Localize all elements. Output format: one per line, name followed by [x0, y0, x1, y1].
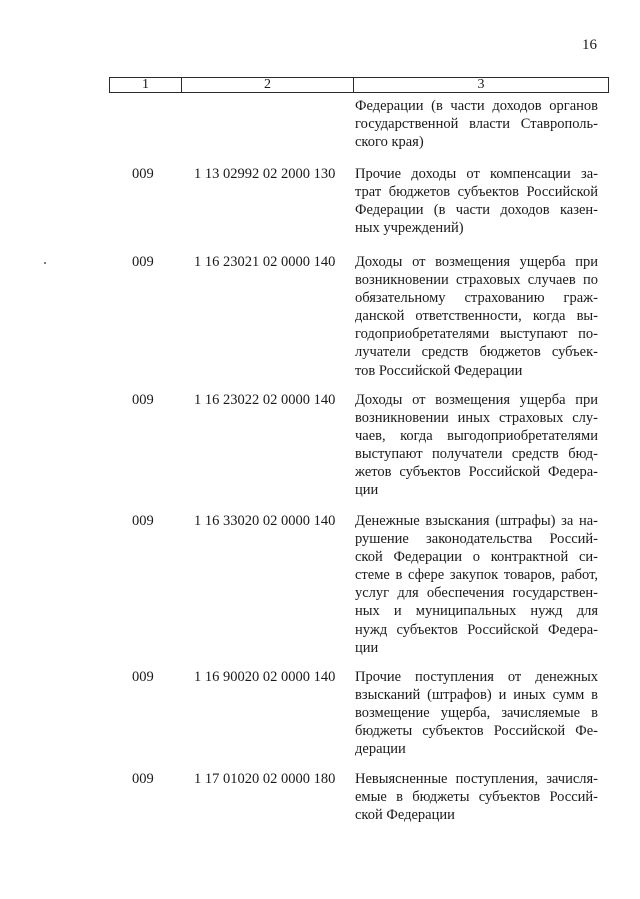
budget-classification-code: 1 17 01020 02 0000 180 [194, 771, 336, 787]
description-line: ции [355, 482, 379, 499]
description-line: ных и муниципальных нужд для [355, 603, 598, 620]
admin-code: 009 [132, 166, 154, 182]
description-line: Федерации (в части доходов казен- [355, 202, 598, 219]
description-line: Невыясненные поступления, зачисля- [355, 771, 598, 787]
description-line: ных учреждений) [355, 220, 464, 237]
description-line: ского края) [355, 134, 424, 151]
description-line: возникновении страховых случаев по [355, 272, 598, 289]
description-line: Прочие поступления от денежных [355, 669, 598, 685]
description-line: рушение законодательства Россий- [355, 531, 598, 548]
admin-code: 009 [132, 513, 154, 529]
budget-classification-code: 1 16 90020 02 0000 140 [194, 669, 336, 685]
description-line: государственной власти Ставрополь- [355, 116, 598, 133]
income-description [355, 512, 598, 657]
description-line: емые в бюджеты субъектов Россий- [355, 789, 598, 806]
description-line: ской Федерации [355, 807, 455, 824]
admin-code: 009 [132, 771, 154, 787]
description-line: годоприобретателями выступают по- [355, 326, 598, 343]
description-line: выступают получатели средств бюд- [355, 446, 598, 463]
continuation-description [355, 97, 598, 151]
header-col-3: 3 [477, 77, 485, 92]
description-line: нужд субъектов Российской Федера- [355, 621, 598, 638]
income-description [355, 668, 598, 758]
description-line: взысканий (штрафов) и иных сумм в [355, 687, 598, 704]
scan-speck [44, 262, 46, 264]
description-line: обязательному страхованию граж- [355, 290, 598, 307]
description-line: бюджеты субъектов Российской Фе- [355, 723, 598, 740]
income-description [355, 253, 598, 380]
description-line: услуг для обеспечения государствен- [355, 585, 598, 602]
description-line: стеме в сфере закупок товаров, работ, [355, 567, 598, 584]
budget-classification-code: 1 16 23021 02 0000 140 [194, 254, 336, 270]
description-line: данской ответственности, когда вы- [355, 308, 598, 325]
description-line: жетов субъектов Российской Федера- [355, 464, 598, 481]
budget-classification-code: 1 16 33020 02 0000 140 [194, 513, 336, 529]
description-line: ции [355, 639, 379, 656]
admin-code: 009 [132, 392, 154, 408]
header-col-2: 2 [182, 78, 354, 92]
income-description [355, 770, 598, 824]
description-line: возникновении иных страховых слу- [355, 410, 598, 427]
description-line: Прочие доходы от компенсации за- [355, 166, 598, 182]
budget-classification-code: 1 13 02992 02 2000 130 [194, 166, 336, 182]
description-line: чаев, когда выгодоприобретателями [355, 428, 598, 445]
description-line: Федерации (в части доходов органов [355, 98, 598, 114]
budget-classification-code: 1 16 23022 02 0000 140 [194, 392, 336, 408]
admin-code: 009 [132, 669, 154, 685]
description-line: лучатели средств бюджетов субъек- [355, 344, 598, 361]
income-description [355, 391, 598, 500]
description-line: ской Федерации о контрактной си- [355, 549, 598, 566]
description-line: трат бюджетов субъектов Российской [355, 184, 598, 201]
admin-code: 009 [132, 254, 154, 270]
income-description [355, 165, 598, 237]
description-line: Денежные взыскания (штрафы) за на- [355, 513, 598, 529]
description-line: тов Российской Федерации [355, 362, 523, 379]
description-line: дерации [355, 741, 406, 758]
table-header-row [109, 77, 609, 93]
description-line: возмещение ущерба, зачисляемые в [355, 705, 598, 722]
description-line: Доходы от возмещения ущерба при [355, 392, 598, 408]
header-col-1: 1 [110, 78, 182, 92]
page-number: 16 [582, 37, 597, 53]
description-line: Доходы от возмещения ущерба при [355, 254, 598, 270]
